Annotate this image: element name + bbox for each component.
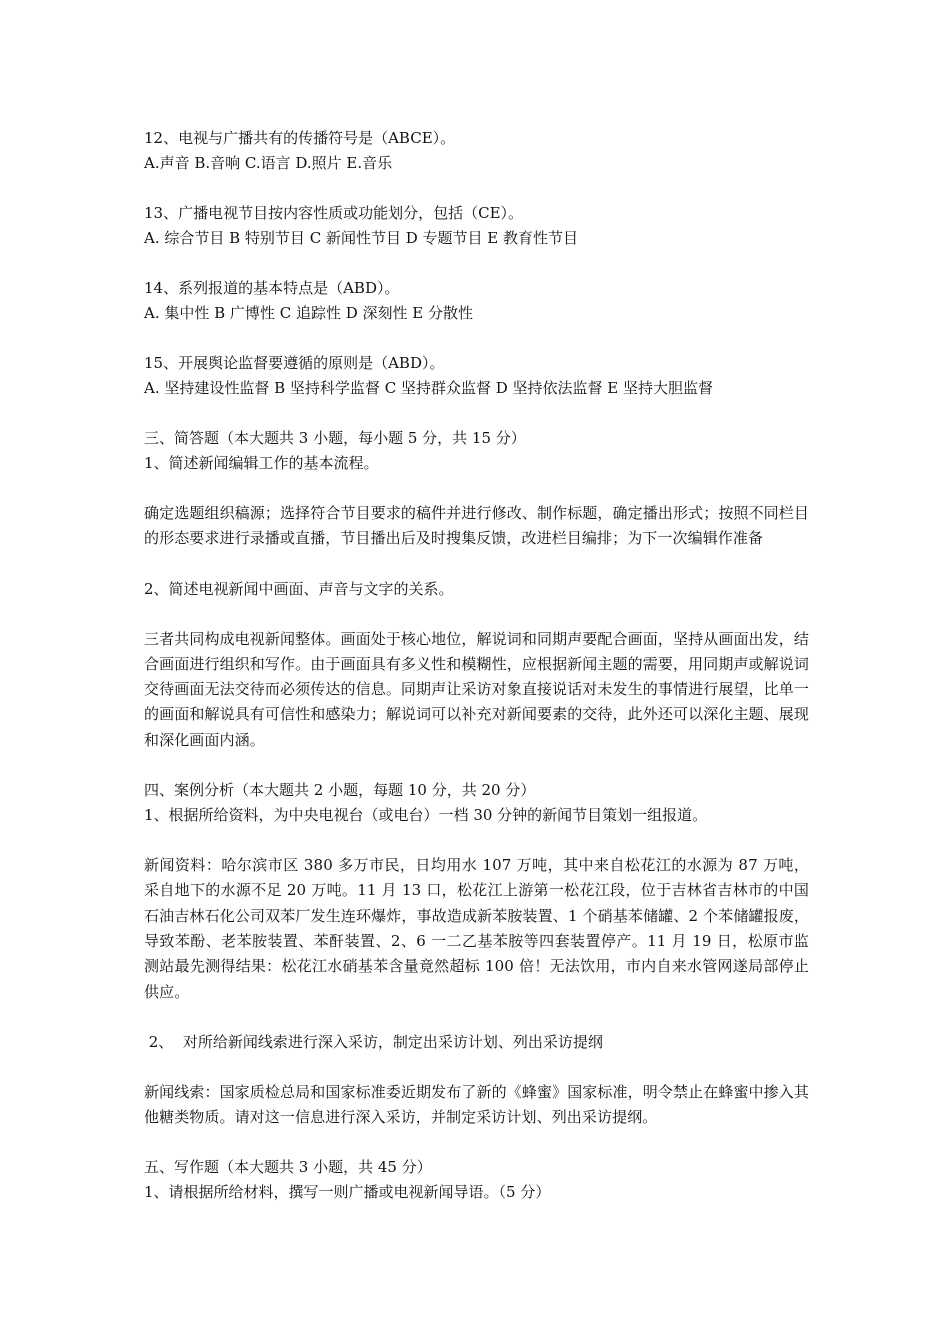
question-12: 12、电视与广播共有的传播符号是（ABCE）。 <box>144 129 456 147</box>
question-13: 13、广播电视节目按内容性质或功能划分，包括（CE）。 <box>144 204 524 222</box>
question-14-options: A. 集中性 B 广博性 C 追踪性 D 深刻性 E 分散性 <box>144 304 473 322</box>
section-4-material: 新闻资料：哈尔滨市区 380 多万市民，日均用水 107 万吨，其中来自松花江的水源为 87 万吨，采自地下的水源不足 20 万吨。11 月 13 口，松花江上游第一松花江段，位于吉林省吉林市的中国石油吉林石化公司双苯厂发生连环爆炸，事故造成新苯胺装置、1 个硝基苯储罐、2 个苯储罐报废，导致苯酚、老苯胺装置、苯酐装置、2、6 一二乙基苯胺等四套装置停产。11 月 19 日，松原市监测站最先测得结果：松花江水硝基苯含量竟然超标 100 倍！无法饮用，市内自来水管网遂局部停止供应。 <box>144 856 809 1001</box>
section-5-heading: 五、写作题（本大题共 3 小题，共 45 分） <box>144 1158 432 1177</box>
question-15: 15、开展舆论监督要遵循的原则是（ABD）。 <box>144 354 445 372</box>
section-4-question-1: 1、根据所给资料，为中央电视台（或电台）一档 30 分钟的新闻节目策划一组报道。 <box>144 806 708 825</box>
section-5-question-1: 1、请根据所给材料，撰写一则广播或电视新闻导语。（5 分） <box>144 1183 551 1202</box>
section-4-clue: 新闻线索：国家质检总局和国家标准委近期发布了新的《蜂蜜》国家标准，明令禁止在蜂蜜中掺入其他糖类物质。请对这一信息进行深入采访，并制定采访计划、列出采访提纲。 <box>144 1082 809 1127</box>
question-13-options: A. 综合节目 B 特别节目 C 新闻性节目 D 专题节目 E 教育性节目 <box>144 229 578 247</box>
section-3-answer-1: 确定选题组织稿源；选择符合节目要求的稿件并进行修改、制作标题，确定播出形式；按照不同栏目的形态要求进行录播或直播，节目播出后及时搜集反馈，改进栏目编排；为下一次编辑作准备 <box>144 504 809 548</box>
section-3-answer-2: 三者共同构成电视新闻整体。画面处于核心地位，解说词和同期声要配合画面，坚持从画面出发，结合画面进行组织和写作。由于画面具有多义性和模糊性，应根据新闻主题的需要，用同期声或解说词交待画面无法交待而必须传达的信息。同期声让采访对象直接说话对未发生的事情进行展望，比单一的画面和解说具有可信性和感染力；解说词可以补充对新闻要素的交待，此外还可以深化主题、展现和深化画面内涵。 <box>144 629 809 749</box>
document-page <box>144 126 809 1205</box>
section-3-heading: 三、简答题（本大题共 3 小题，每小题 5 分，共 15 分） <box>144 429 526 447</box>
section-4-question-2: 2、 对所给新闻线索进行深入采访，制定出采访计划、列出采访提纲 <box>144 1032 603 1051</box>
section-3-question-1: 1、简述新闻编辑工作的基本流程。 <box>144 454 379 472</box>
question-12-options: A.声音 B.音响 C.语言 D.照片 E.音乐 <box>144 154 393 172</box>
question-15-options: A. 坚持建设性监督 B 坚持科学监督 C 坚持群众监督 D 坚持依法监督 E 坚持大胆监督 <box>144 379 713 397</box>
question-14: 14、系列报道的基本特点是（ABD）。 <box>144 279 400 297</box>
section-3-question-2: 2、简述电视新闻中画面、声音与文字的关系。 <box>144 579 454 598</box>
section-4-heading: 四、案例分析（本大题共 2 小题，每题 10 分，共 20 分） <box>144 781 536 800</box>
